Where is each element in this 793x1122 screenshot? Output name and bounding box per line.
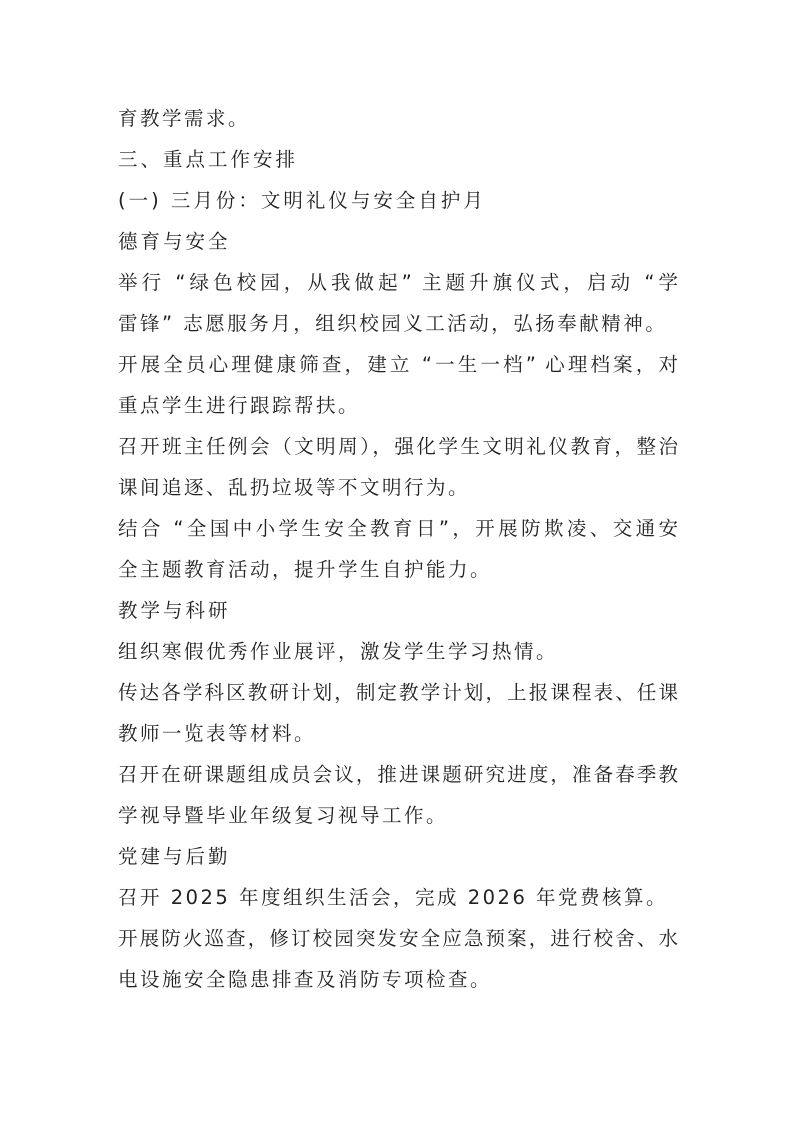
paragraph-line: 召开班主任例会（文明周），强化学生文明礼仪教育，整治	[118, 435, 678, 458]
paragraph-line: 雷锋” 志愿服务月，组织校园义工活动，弘扬奉献精神。	[118, 312, 668, 335]
paragraph-line: 教师一览表等材料。	[118, 722, 317, 745]
paragraph-line: 召开在研课题组成员会议，推进课题研究进度，准备春季教	[118, 763, 678, 786]
paragraph-line: 全主题教育活动，提升学生自护能力。	[118, 558, 493, 581]
paragraph-line: 举行 “绿色校园，从我做起” 主题升旗仪式，启动 “学	[118, 271, 678, 294]
paragraph-line: 课间追逐、乱扔垃圾等不文明行为。	[118, 476, 471, 499]
paragraph-line: 重点学生进行跟踪帮扶。	[118, 394, 361, 417]
paragraph-line: 召开 2025 年度组织生活会，完成 2026 年党费核算。	[118, 886, 669, 909]
category-heading: 德育与安全	[118, 230, 231, 253]
paragraph-line: 学视导暨毕业年级复习视导工作。	[118, 804, 449, 827]
paragraph-line: 结合 “全国中小学生安全教育日”，开展防欺凌、交通安	[118, 517, 678, 540]
section-heading: 三、重点工作安排	[118, 148, 299, 171]
category-heading: 教学与科研	[118, 599, 231, 622]
paragraph-line: 传达各学科区教研计划，制定教学计划，上报课程表、任课	[118, 681, 678, 704]
paragraph-line: 组织寒假优秀作业展评，激发学生学习热情。	[118, 640, 559, 663]
paragraph-line: 电设施安全隐患排查及消防专项检查。	[118, 968, 493, 991]
document-body	[118, 98, 678, 1000]
category-heading: 党建与后勤	[118, 845, 231, 868]
paragraph-line: 开展全员心理健康筛查，建立 “一生一档” 心理档案，对	[118, 353, 678, 376]
subsection-heading: (一) 三月份：文明礼仪与安全自护月	[118, 189, 486, 212]
paragraph-line: 育教学需求。	[118, 107, 251, 130]
paragraph-line: 开展防火巡查，修订校园突发安全应急预案，进行校舍、水	[118, 927, 678, 950]
